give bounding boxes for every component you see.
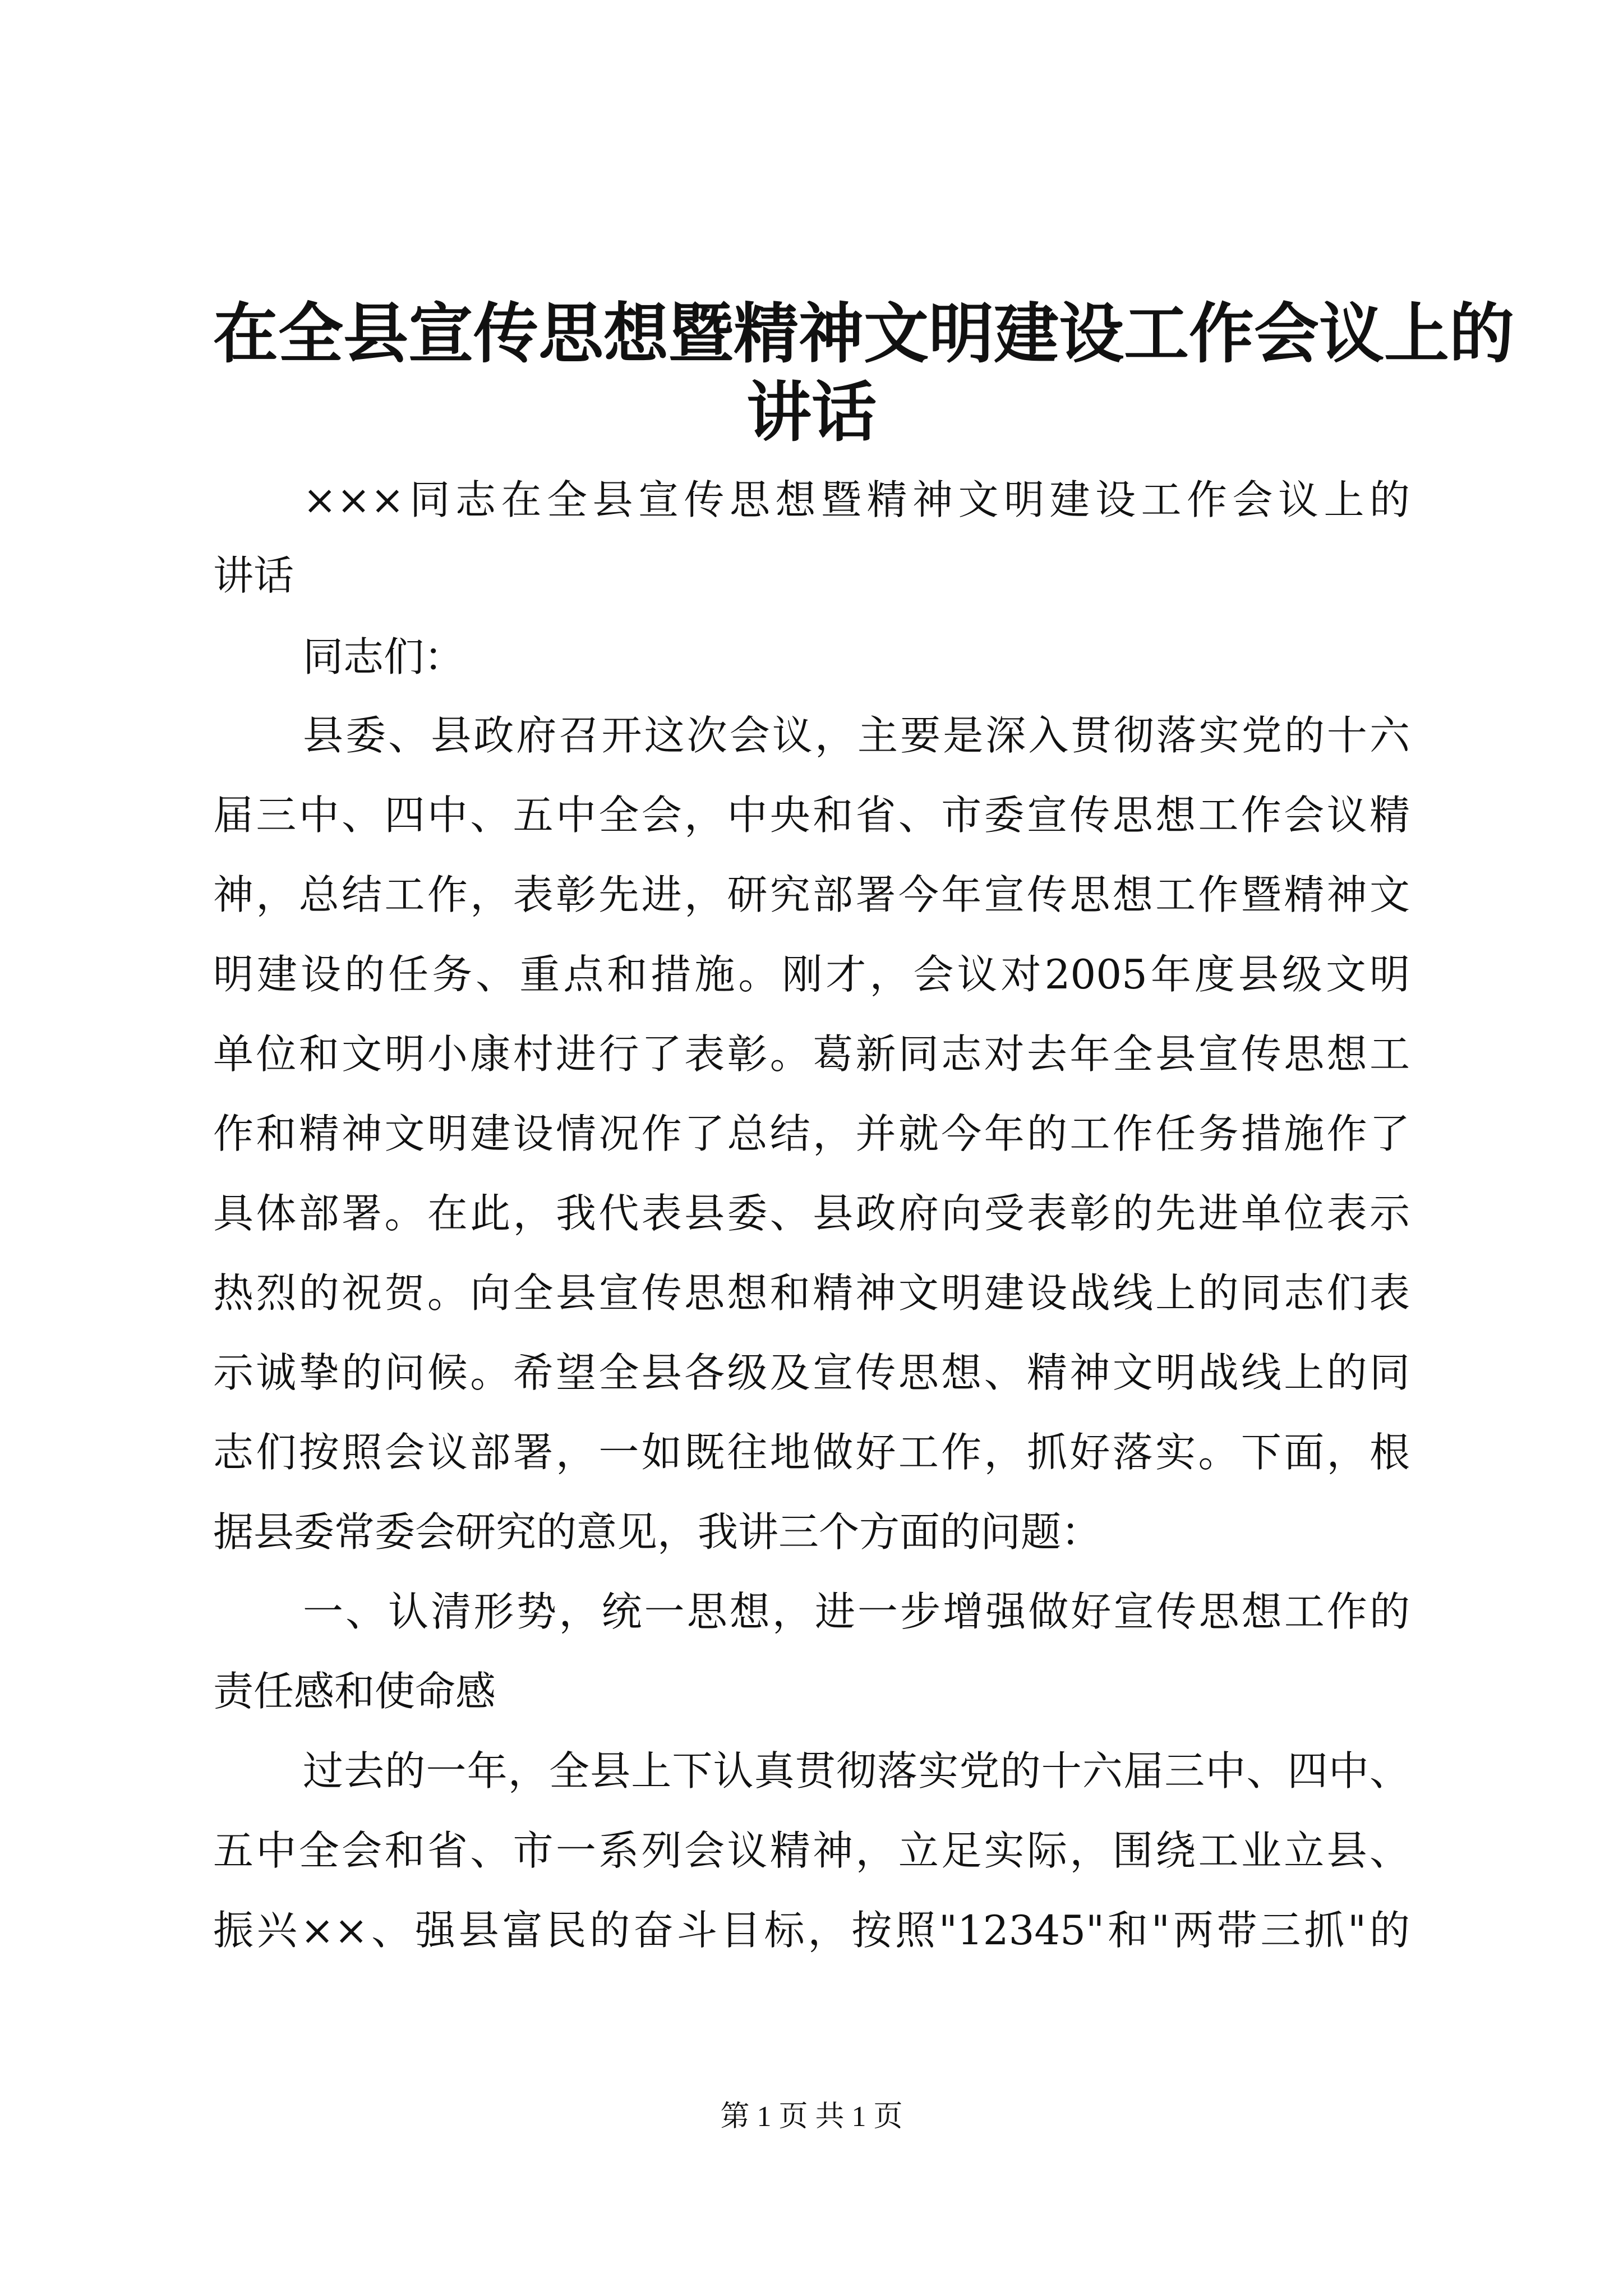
section-heading-line: 一、认清形势，统一思想，进一步增强做好宣传思想工作的	[303, 1589, 1410, 1635]
body-line: 县委、县政府召开这次会议，主要是深入贯彻落实党的十六	[303, 712, 1410, 758]
body-line: 作和精神文明建设情况作了总结，并就今年的工作任务措施作了	[213, 1111, 1410, 1157]
body-line: 振兴××、强县富民的奋斗目标，按照"12345"和"两带三抓"的	[213, 1907, 1410, 1953]
body-line: 据县委常委会研究的意见，我讲三个方面的问题：	[213, 1509, 1102, 1555]
document-title-line-1: 在全县宣传思想暨精神文明建设工作会议上的	[213, 296, 1514, 372]
body-line: 志们按照会议部署，一如既往地做好工作，抓好落实。下面，根	[213, 1429, 1410, 1475]
body-line: 热烈的祝贺。向全县宣传思想和精神文明建设战线上的同志们表	[213, 1270, 1410, 1316]
document-title-line-2: 讲话	[746, 374, 877, 450]
body-line: 届三中、四中、五中全会，中央和省、市委宣传思想工作会议精	[213, 792, 1410, 838]
body-line: 具体部署。在此，我代表县委、县政府向受表彰的先进单位表示	[213, 1190, 1410, 1236]
body-line: 同志们：	[303, 634, 465, 680]
body-line: 单位和文明小康村进行了表彰。葛新同志对去年全县宣传思想工	[213, 1031, 1410, 1077]
body-line: 讲话	[213, 553, 294, 599]
body-line: 示诚挚的问候。希望全县各级及宣传思想、精神文明战线上的同	[213, 1350, 1410, 1396]
body-line: 明建设的任务、重点和措施。刚才，会议对2005年度县级文明	[213, 951, 1410, 997]
body-line: 过去的一年，全县上下认真贯彻落实党的十六届三中、四中、	[303, 1748, 1410, 1794]
section-heading-line: 责任感和使命感	[213, 1668, 496, 1714]
body-line: 神，总结工作，表彰先进，研究部署今年宣传思想工作暨精神文	[213, 872, 1410, 918]
body-line: 五中全会和省、市一系列会议精神，立足实际，围绕工业立县、	[213, 1828, 1410, 1874]
page-footer: 第 1 页 共 1 页	[720, 2101, 903, 2133]
body-line: ×××同志在全县宣传思想暨精神文明建设工作会议上的	[303, 477, 1410, 523]
